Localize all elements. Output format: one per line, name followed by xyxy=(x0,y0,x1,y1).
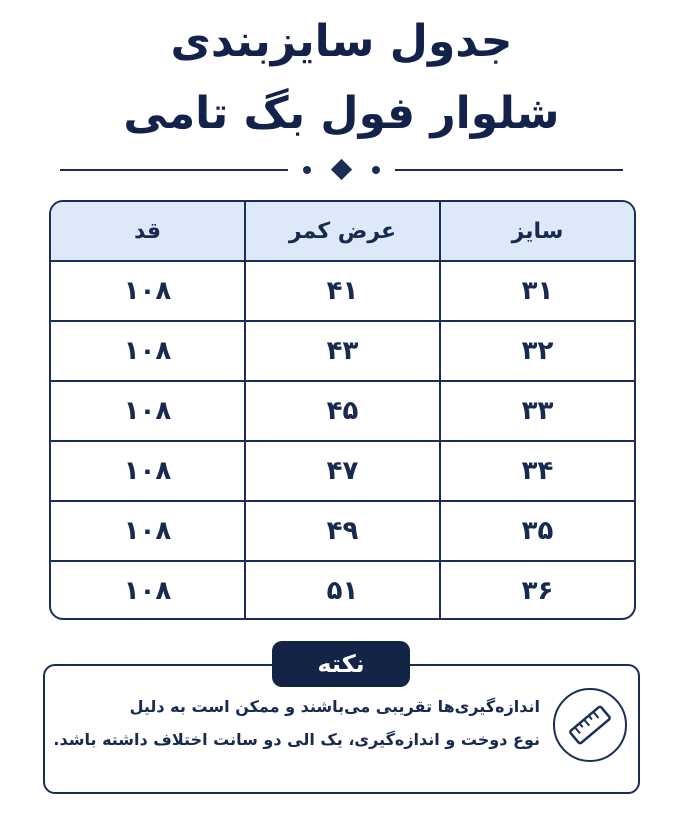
divider-dot xyxy=(372,166,380,174)
cell-waist: ۴۹ xyxy=(244,502,439,560)
size-table xyxy=(49,200,636,620)
table-row xyxy=(51,382,634,442)
cell-length: ۱۰۸ xyxy=(123,576,172,606)
cell-waist: ۴۳ xyxy=(244,322,439,380)
cell-size: ۳۳ xyxy=(439,382,634,440)
divider-diamond xyxy=(331,159,352,180)
table-header-row xyxy=(51,202,634,262)
cell-size: ۳۱ xyxy=(439,262,634,320)
page-title: جدول سایزبندی xyxy=(170,16,513,67)
divider-dot xyxy=(303,166,311,174)
divider-line-left xyxy=(60,169,288,171)
table-row xyxy=(51,262,634,322)
cell-size: ۳۴ xyxy=(439,442,634,500)
cell-size: ۳۵ xyxy=(439,502,634,560)
table-row xyxy=(51,562,634,620)
cell-waist: ۵۱ xyxy=(244,562,439,620)
cell-length: ۱۰۸ xyxy=(123,396,172,426)
divider-line-right xyxy=(395,169,623,171)
cell-length: ۱۰۸ xyxy=(123,276,172,306)
note-line-2: نوع دوخت و اندازه‌گیری، یک الی دو سانت اختلاف داشته باشد. xyxy=(53,730,540,749)
cell-length: ۱۰۸ xyxy=(123,336,172,366)
table-row xyxy=(51,442,634,502)
decorative-divider xyxy=(60,160,623,180)
header-size: سایز xyxy=(439,202,634,260)
table-row xyxy=(51,322,634,382)
ruler-icon xyxy=(553,688,627,762)
header-waist: عرض کمر xyxy=(244,202,439,260)
note-line-1: اندازه‌گیری‌ها تقریبی می‌باشند و ممکن است به دلیل xyxy=(129,697,540,716)
table-row xyxy=(51,502,634,562)
cell-waist: ۴۵ xyxy=(244,382,439,440)
cell-size: ۳۲ xyxy=(439,322,634,380)
page-subtitle: شلوار فول بگ تامی xyxy=(123,88,560,139)
header-length: قد xyxy=(133,218,162,244)
cell-length: ۱۰۸ xyxy=(123,456,172,486)
cell-waist: ۴۷ xyxy=(244,442,439,500)
note-label: نکته xyxy=(272,641,410,687)
cell-size: ۳۶ xyxy=(439,562,634,620)
note-text xyxy=(55,690,540,756)
cell-waist: ۴۱ xyxy=(244,262,439,320)
cell-length: ۱۰۸ xyxy=(123,516,172,546)
